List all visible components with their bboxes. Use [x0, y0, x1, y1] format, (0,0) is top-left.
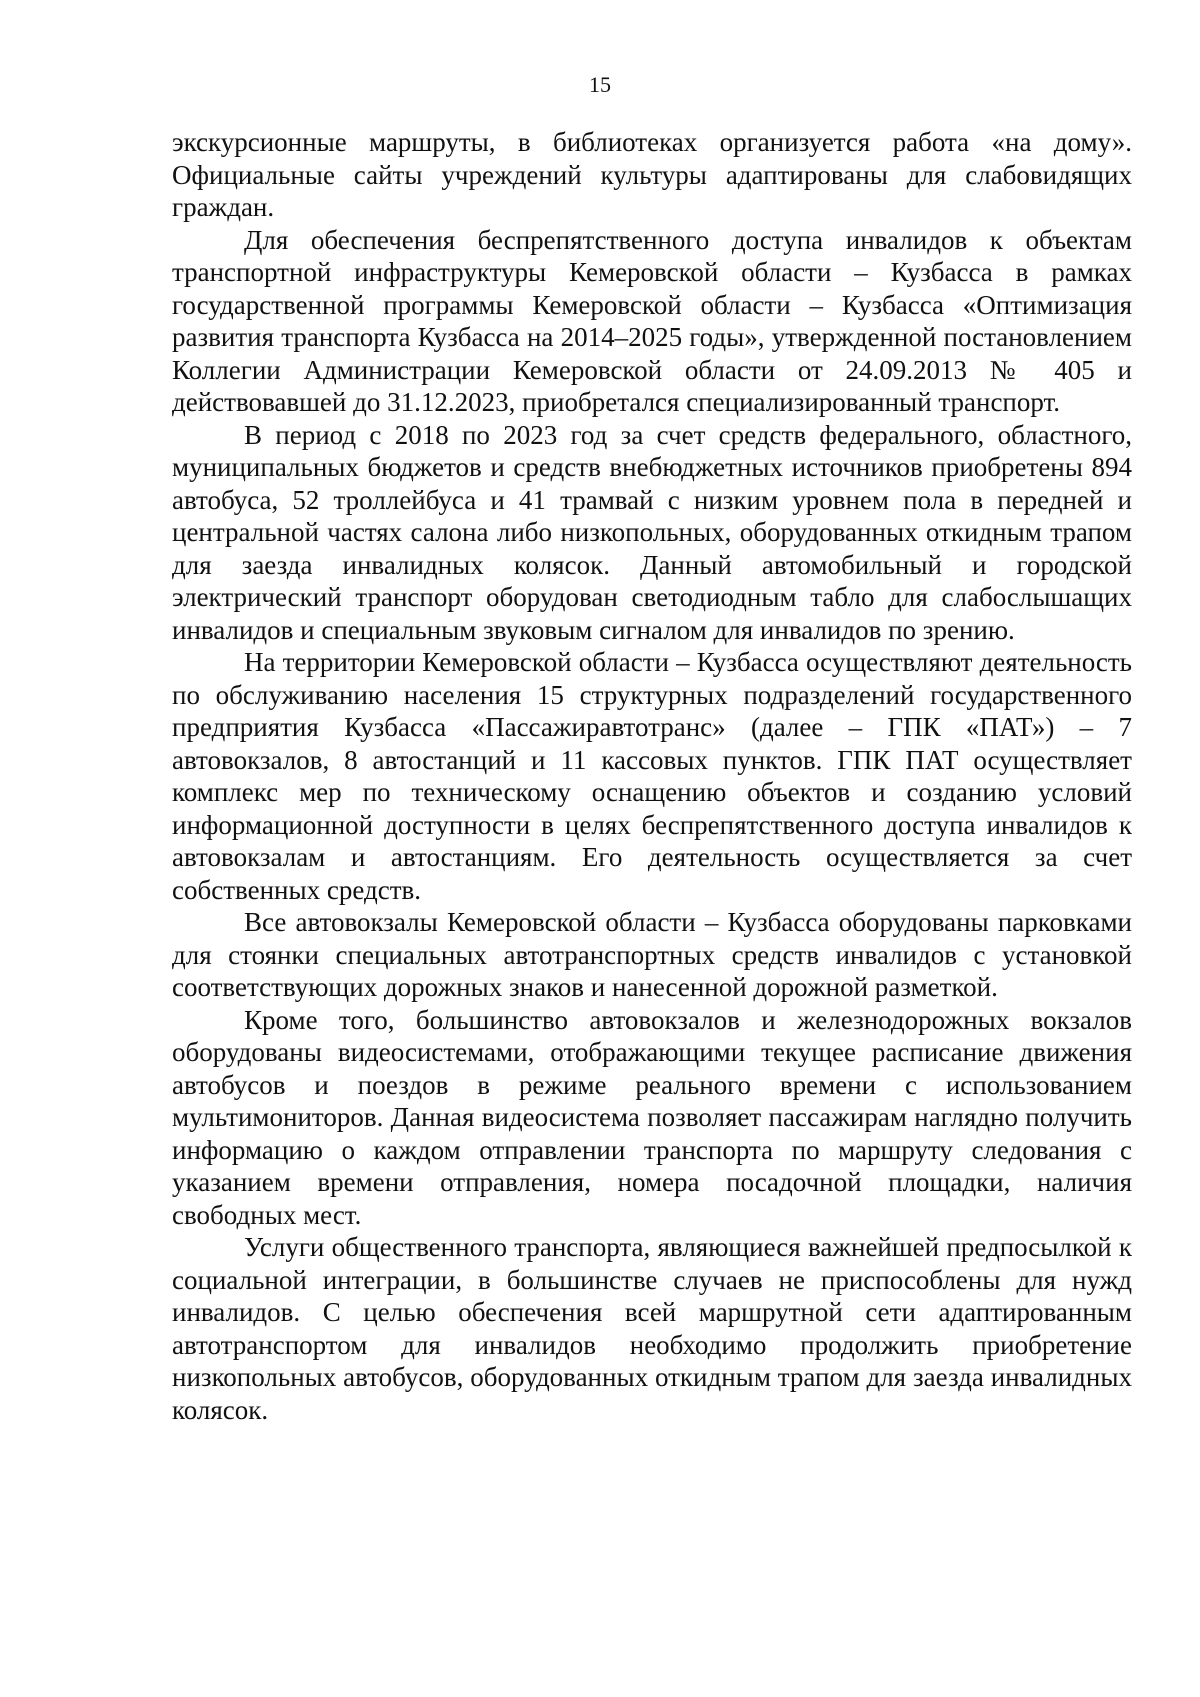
paragraph-vehicle-purchases: В период с 2018 по 2023 год за счет средств федерального, областного, муниципальных бюджетов и средств внебюджетных источников приобретены 894 автобуса, 52 троллейбуса и 41 трамвай с низким уровнем пола в передней и центральной частях салона либо низкопольных, оборудованных откидным трапом для заезда инвалидных колясок. Данный автомобильный и городской электрический транспорт оборудован светодиодным табло для слабослышащих инвалидов и специальным звуковым сигналом для инвалидов по зрению. [172, 419, 1132, 645]
paragraph-bus-station-parking: Все автовокзалы Кемеровской области – Кузбасса оборудованы парковками для стоянки специальных автотранспортных средств инвалидов с установкой соответствующих дорожных знаков и нанесенной дорожной разметкой. [172, 907, 1132, 1002]
paragraph-video-systems: Кроме того, большинство автовокзалов и железнодорожных вокзалов оборудованы видеосистемами, отображающими текущее расписание движения автобусов и поездов в режиме реального времени с использованием мультимониторов. Данная видеосистема позволяет пассажирам наглядно получить информацию о каждом отправлении транспорта по маршруту следования с указанием времени отправления, номера посадочной площадки, наличия свободных мест. [172, 1004, 1132, 1230]
page-number: 15 [589, 72, 611, 97]
paragraph-public-transport-services: Услуги общественного транспорта, являющиеся важнейшей предпосылкой к социальной интеграции, в большинстве случаев не приспособлены для нужд инвалидов. С целью обеспечения всей маршрутной сети адаптированным автотранспортом для инвалидов необходимо продолжить приобретение низкопольных автобусов, оборудованных откидным трапом для заезда инвалидных колясок. [172, 1232, 1132, 1425]
paragraph-continuation: экскурсионные маршруты, в библиотеках организуется работа «на дому». Официальные сайты учреждений культуры адаптированы для слабовидящих граждан. [172, 127, 1132, 222]
paragraph-transport-infrastructure: Для обеспечения беспрепятственного доступа инвалидов к объектам транспортной инфраструктуры Кемеровской области – Кузбасса в рамках государственной программы Кемеровской области – Кузбасса «Оптимизация развития транспорта Кузбасса на 2014–2025 годы», утвержденной постановлением Коллегии Администрации Кемеровской области от 24.09.2013 № 405 и действовавшей до 31.12.2023, приобретался специализированный транспорт. [172, 224, 1132, 417]
body-text [172, 126, 1132, 1426]
paragraph-passenger-transport-enterprise: На территории Кемеровской области – Кузбасса осуществляют деятельность по обслуживанию населения 15 структурных подразделений государственного предприятия Кузбасса «Пассажиравтотранс» (далее – ГПК «ПАТ») – 7 автовокзалов, 8 автостанций и 11 кассовых пунктов. ГПК ПАТ осуществляет комплекс мер по техническому оснащению объектов и созданию условий информационной доступности в целях беспрепятственного доступа инвалидов к автовокзалам и автостанциям. Его деятельность осуществляется за счет собственных средств. [172, 647, 1132, 905]
